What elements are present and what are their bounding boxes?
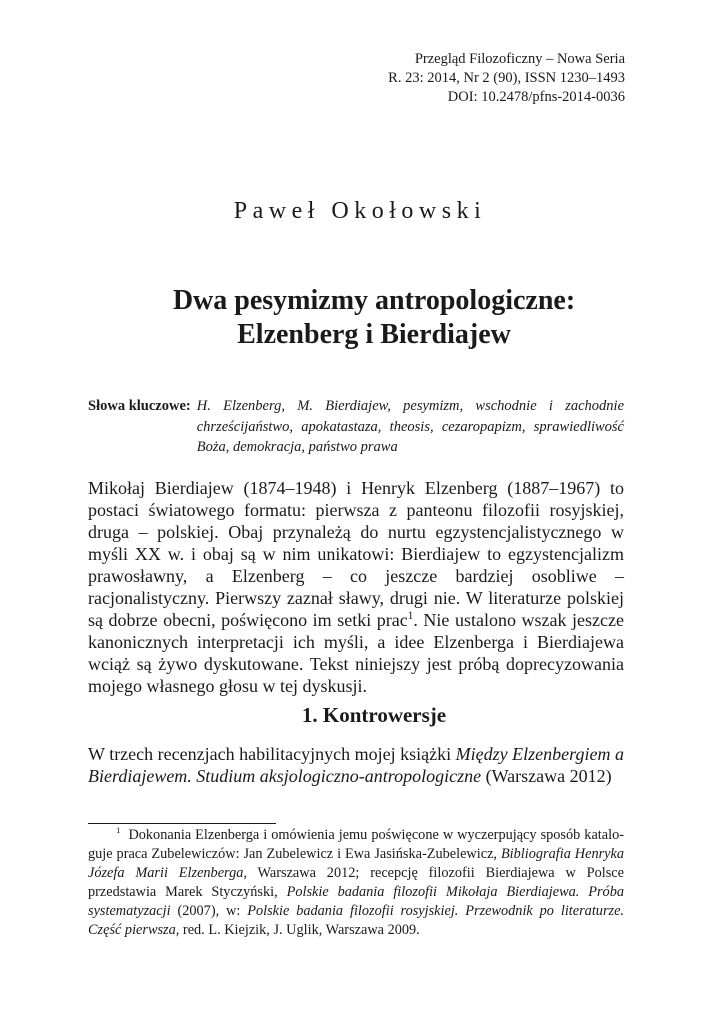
section-text-end: (Warszawa 2012): [481, 766, 612, 786]
section-text-start: W trzech recenzjach habilitacyjnych mojej książki: [88, 744, 456, 764]
journal-header: [388, 50, 625, 107]
journal-name: Przegląd Filozoficzny – Nowa Seria: [414, 51, 625, 67]
footnote-text-3: (2007), w:: [170, 903, 248, 919]
journal-doi: DOI: 10.2478/pfns-2014-0036: [447, 89, 625, 105]
section-paragraph: [88, 743, 624, 787]
article-title: [0, 284, 720, 352]
footnote-italic-1: Bibliografia Henryka Józefa Marii Elzenberga: [88, 846, 624, 881]
keywords-label: Słowa kluczowe:: [88, 398, 191, 414]
intro-paragraph: [88, 477, 624, 697]
intro-text-part-1: Mikołaj Bierdiajew (1874–1948) i Henryk Elzenberg (1887–1967) to postaci światowego formatu: pierwsza z panteonu filozofii rosyjskiej, druga – polskiej. Obaj przynależą do nurtu egzystencjalistycznego w myśli XX w. i obaj są w nim unikatowi: Bierdiajew to egzystencjalizm prawosławny, a Elzenberg – co jeszcze bardziej osobliwe – racjonalistyczny. Pierwszy zaznał sławy, drugi nie. W literaturze polskiej są dobrze obecni, poświęcono im setki prac: [88, 478, 624, 630]
section-heading: 1. Kontrowersje: [301, 703, 447, 727]
footnote-text-1: Dokonania Elzenberga i omówienia jemu poświęcone w wyczerpujący sposób katalo-guje praca Zubelewiczów: Jan Zubelewicz i Ewa Jasińska-Zubelewicz,: [88, 827, 624, 862]
book-title: Między Elzenbergiem a Bierdiajewem. Studium aksjologiczno-antropologiczne: [88, 744, 624, 786]
footnote-text-2: , Warszawa 2012; recepcję filozofii Bierdiajewa w Polsce przedstawia Marek Styczyński,: [88, 865, 625, 900]
footnote-text-4: , red. L. Kiejzik, J. Uglik, Warszawa 2009.: [175, 922, 420, 938]
footnote-italic-3: Polskie badania filozofii rosyjskiej. Przewodnik po literaturze. Część pierwsza: [88, 903, 624, 938]
footnote-number: 1: [116, 825, 121, 836]
title-line-1: Dwa pesymizmy antropologiczne:: [172, 285, 576, 316]
footnote-divider: [88, 823, 276, 824]
title-line-2: Elzenberg i Bierdiajew: [237, 319, 511, 350]
footnote-reference[interactable]: 1: [407, 610, 414, 622]
author-name: Paweł Okołowski: [233, 198, 487, 224]
intro-text-part-2: . Nie ustalono wszak jeszcze kanonicznych interpretacji ich myśli, a idee Elzenberga i Bierdiajewa wciąż są żywo dyskutowane. Tekst niniejszy jest próbą doprecyzowania mojego własnego głosu w tej dyskusji.: [88, 610, 625, 696]
footnote: [88, 826, 624, 940]
keywords-list: H. Elzenberg, M. Bierdiajew, pesymizm, wschodnie i zachodnie chrześcijaństwo, apokatastaza, theosis, cezaropapizm, sprawiedliwość Boża, demokracja, państwo prawa: [196, 398, 624, 455]
journal-volume: R. 23: 2014, Nr 2 (90), ISSN 1230–1493: [388, 70, 625, 86]
footnote-italic-2: Polskie badania filozofii Mikołaja Bierdiajewa. Próba systematyzacji: [88, 884, 624, 919]
keywords-block: [88, 396, 624, 458]
